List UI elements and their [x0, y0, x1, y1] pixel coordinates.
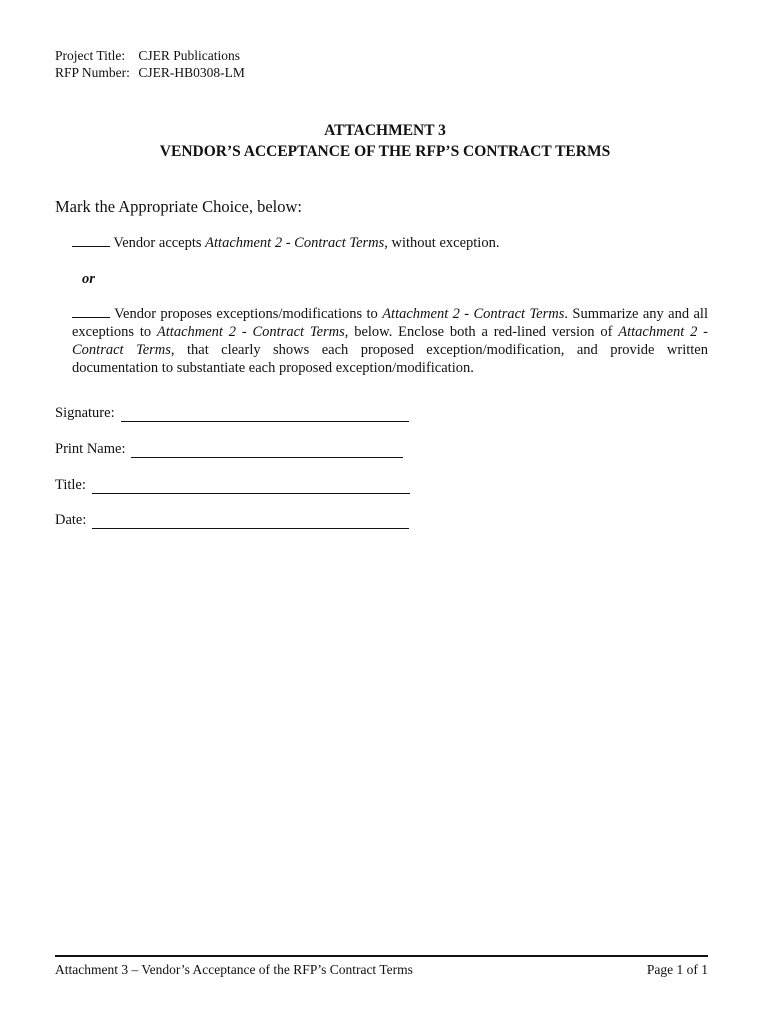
footer-left-text: Attachment 3 – Vendor’s Acceptance of the RFP’s Contract Terms — [55, 962, 413, 977]
rfp-number-line — [55, 65, 245, 81]
footer-page-number: Page 1 of 1 — [646, 962, 708, 977]
option-accept-ref: Attachment 2 - Contract Terms — [205, 235, 385, 251]
attachment-subtitle: VENDOR’S ACCEPTANCE OF THE RFP’S CONTRACT TERMS — [159, 143, 611, 160]
option-accept-text-a: Vendor accepts — [113, 235, 206, 251]
option-accept — [72, 234, 708, 252]
option-exceptions-ref1: Attachment 2 - Contract Terms — [382, 306, 565, 322]
option-exceptions-ref2: Attachment 2 - Contract Terms — [156, 324, 345, 340]
or-label: or — [82, 271, 95, 287]
option-exceptions-t2: . Summarize any and all exceptions to — [72, 306, 708, 340]
option-exceptions-checkmark-blank[interactable] — [72, 305, 110, 318]
print-name-line[interactable] — [131, 443, 403, 458]
project-title-value: CJER Publications — [138, 48, 241, 63]
option-exceptions-t4: , that clearly shows each proposed exception/modification, and provide written documentation to substantiate each proposed exception/modification. — [72, 342, 708, 376]
title-line[interactable] — [92, 479, 410, 494]
rfp-number-value: CJER-HB0308-LM — [138, 65, 245, 80]
title-label: Title: — [55, 477, 86, 493]
date-line[interactable] — [92, 514, 409, 529]
print-name-field — [55, 441, 403, 458]
option-exceptions-t3: , below. Enclose both a red-lined version of — [344, 324, 619, 340]
option-exceptions-ref3: Attachment 2 - Contract Terms — [72, 324, 708, 358]
rfp-number-label: RFP Number: — [55, 65, 130, 80]
instruction-text: Mark the Appropriate Choice, below: — [55, 197, 302, 216]
option-accept-checkmark-blank[interactable] — [72, 234, 110, 247]
option-accept-text-b: , without exception. — [384, 235, 500, 251]
project-title-line — [55, 48, 240, 64]
print-name-label: Print Name: — [55, 441, 126, 457]
title-field — [55, 477, 410, 494]
option-exceptions-t1: Vendor proposes exceptions/modifications to — [114, 306, 383, 322]
signature-field — [55, 405, 409, 422]
option-exceptions — [72, 305, 708, 377]
signature-label: Signature: — [55, 405, 115, 421]
date-field — [55, 512, 409, 529]
signature-line[interactable] — [121, 407, 409, 422]
project-title-label: Project Title: — [55, 48, 126, 63]
footer-rule — [55, 955, 708, 957]
attachment-title: ATTACHMENT 3 — [324, 122, 446, 139]
date-label: Date: — [55, 512, 87, 528]
